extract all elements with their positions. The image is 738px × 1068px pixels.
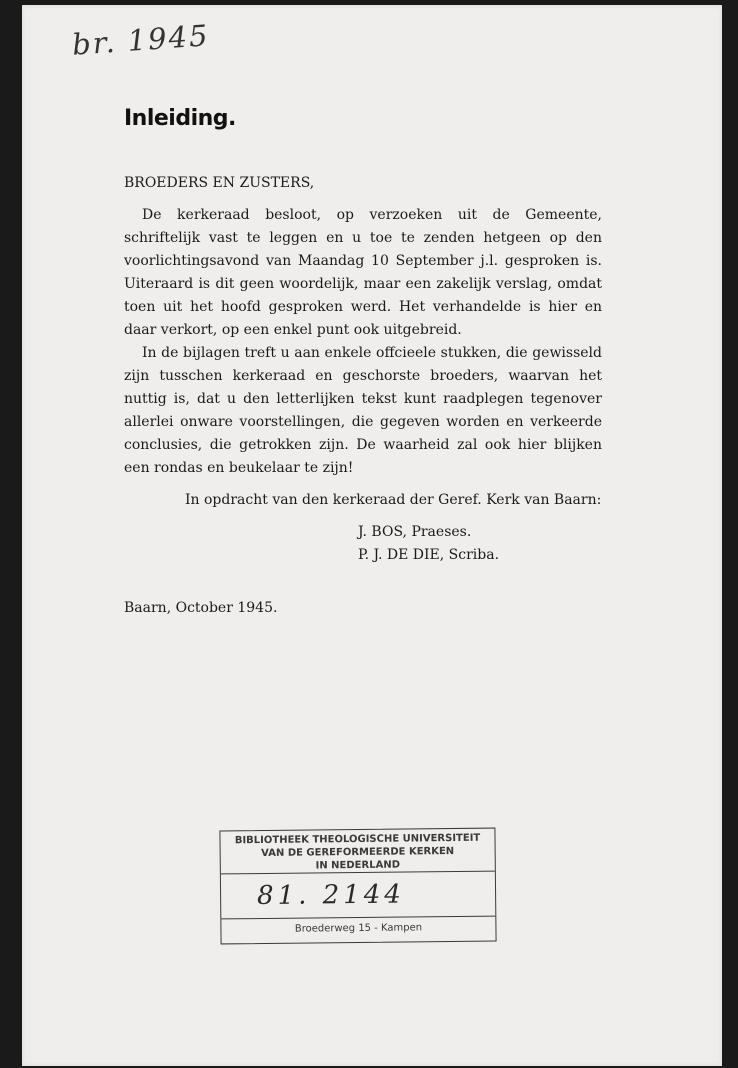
stamp-header-line: VAN DE GEREFORMEERDE KERKEN — [261, 845, 455, 860]
stamp-catalog-number: 81. 2144 — [221, 872, 495, 920]
paragraph: De kerkeraad besloot, op verzoeken uit de Gemeente, schriftelijk vast te leggen en u toe te zenden hetgeen op den voorlichtingsavond van Maandag 10 September j.l. gesproken is. Uiteraard is dit geen woordelijk, maar een zakelijk verslag, omdat toen uit het hoofd gesproken werd. Het verhandelde is hier en daar verkort, op een enkel punt ook uitgebreid. — [124, 207, 602, 338]
paragraph: In de bijlagen treft u aan enkele offcieele stukken, die gewisseld zijn tusschen kerkeraad en geschorste broeders, waarvan het nuttig is, dat u den letterlijken tekst kunt raadplegen tegenover allerlei onware voorstellingen, die gegeven worden en verkeerde conclusies, die getrokken zijn. De waarheid zal ook hier blijken een rondas en beukelaar te zijn! — [124, 345, 602, 476]
salutation: BROEDERS EN ZUSTERS, — [124, 175, 315, 191]
stamp-header-line: IN NEDERLAND — [315, 859, 401, 872]
stamp-header — [220, 829, 494, 875]
commission-line: In opdracht van den kerkeraad der Geref. Kerk van Baarn: — [185, 492, 602, 508]
body-text — [124, 204, 602, 480]
library-stamp — [219, 828, 496, 945]
place-date: Baarn, October 1945. — [124, 600, 278, 616]
document-page — [22, 5, 722, 1066]
handwritten-note: br. 1945 — [70, 18, 211, 62]
stamp-header-line: BIBLIOTHEEK THEOLOGISCHE UNIVERSITEIT — [234, 832, 481, 847]
signatory-praeses: J. BOS, Praeses. — [358, 524, 472, 540]
page-title: Inleiding. — [124, 106, 236, 131]
signatory-scriba: P. J. DE DIE, Scriba. — [358, 547, 500, 563]
stamp-address: Broederweg 15 - Kampen — [294, 922, 423, 935]
